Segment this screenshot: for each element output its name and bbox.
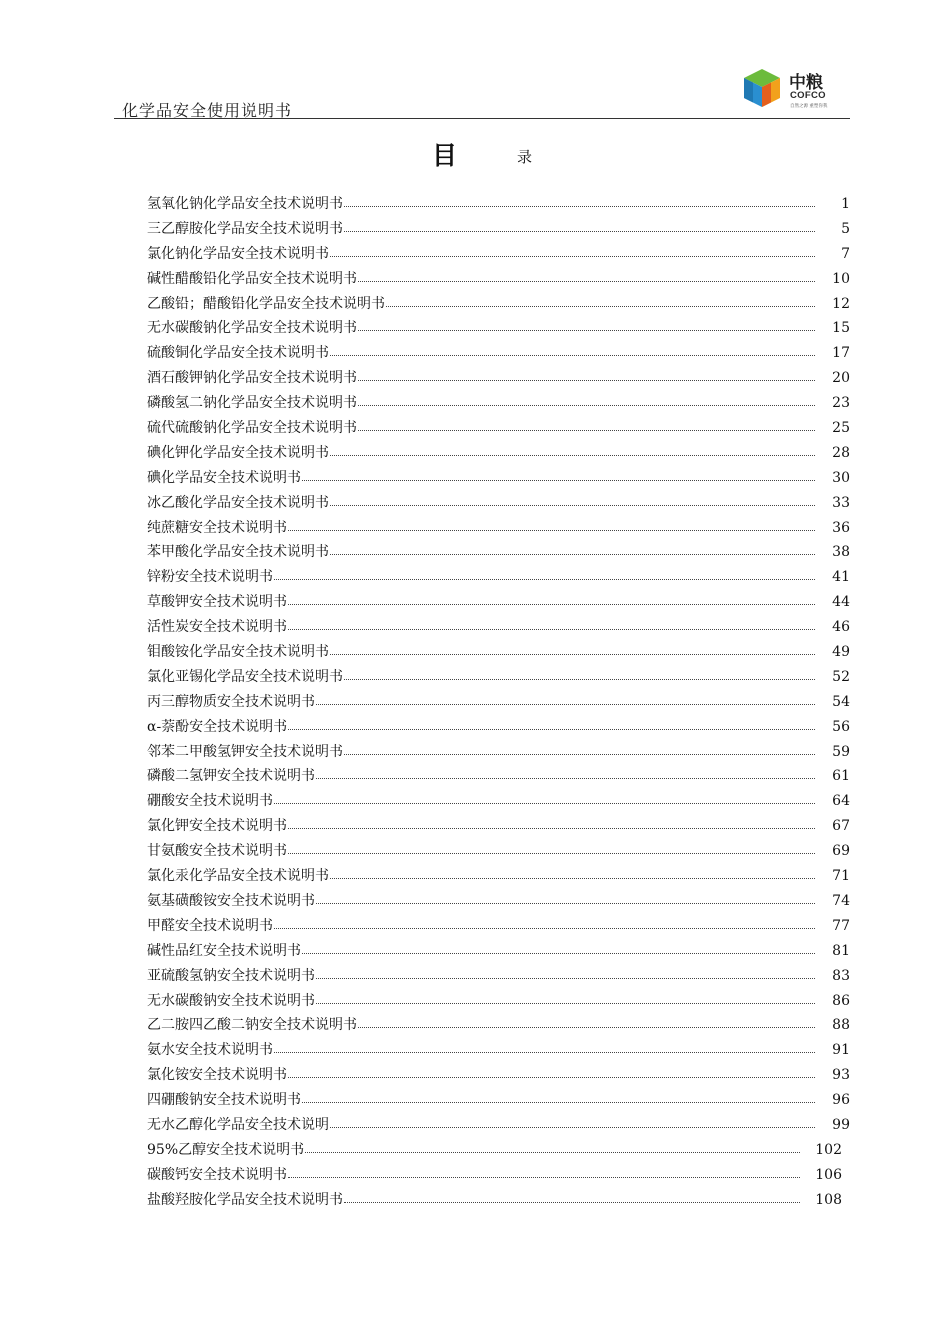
- toc-entry-title: 草酸钾安全技术说明书: [147, 594, 287, 611]
- header-divider: [114, 118, 850, 119]
- toc-dot-leader: [344, 206, 815, 207]
- toc-entry[interactable]: [147, 690, 852, 715]
- toc-entry[interactable]: [147, 292, 852, 317]
- toc-entry[interactable]: [147, 864, 852, 889]
- toc-entry-title: 无水碳酸钠安全技术说明书: [147, 992, 315, 1009]
- toc-entry-title: 盐酸羟胺化学品安全技术说明书: [147, 1191, 343, 1208]
- toc-entry[interactable]: [147, 540, 852, 565]
- toc-entry-page: 69: [832, 843, 850, 860]
- toc-entry[interactable]: [147, 316, 852, 341]
- toc-entry[interactable]: [147, 839, 852, 864]
- toc-entry[interactable]: [147, 366, 852, 391]
- toc-entry[interactable]: [147, 939, 852, 964]
- toc-entry-page: 33: [832, 494, 850, 511]
- toc-entry[interactable]: [147, 341, 852, 366]
- toc-dot-leader: [316, 704, 815, 705]
- cube-logo-icon: [740, 66, 784, 110]
- toc-entry[interactable]: [147, 391, 852, 416]
- toc-entry[interactable]: [147, 217, 852, 242]
- toc-entry-page: 81: [832, 942, 850, 959]
- toc-entry-title: 丙三醇物质安全技术说明书: [147, 693, 315, 710]
- toc-entry-title: 氯化铵安全技术说明书: [147, 1067, 287, 1084]
- toc-entry-title: 磷酸二氢钾安全技术说明书: [147, 768, 315, 785]
- toc-entry-page: 28: [832, 444, 850, 461]
- toc-entry-title: 冰乙酸化学品安全技术说明书: [147, 494, 329, 511]
- toc-dot-leader: [358, 405, 815, 406]
- toc-heading-main: 目: [432, 141, 458, 170]
- toc-dot-leader: [358, 380, 815, 381]
- toc-entry-page: 38: [832, 544, 850, 561]
- toc-entry-page: 74: [832, 892, 850, 909]
- toc-dot-leader: [316, 978, 815, 979]
- toc-dot-leader: [288, 1177, 800, 1178]
- logo-slogan: 自然之源 重塑你我: [790, 104, 828, 109]
- toc-entry-title: 苯甲酸化学品安全技术说明书: [147, 544, 329, 561]
- toc-entry[interactable]: [147, 914, 852, 939]
- toc-dot-leader: [330, 505, 815, 506]
- toc-entry-title: α-萘酚安全技术说明书: [147, 718, 288, 735]
- toc-entry[interactable]: [147, 1063, 852, 1088]
- toc-entry-page: 15: [832, 320, 850, 337]
- toc-entry-page: 88: [832, 1017, 850, 1034]
- toc-entry-title: 碘化钾化学品安全技术说明书: [147, 444, 329, 461]
- toc-entry[interactable]: [147, 466, 852, 491]
- toc-entry-title: 磷酸氢二钠化学品安全技术说明书: [147, 395, 357, 412]
- toc-entry-title: 氨水安全技术说明书: [147, 1042, 273, 1059]
- toc-entry-page: 20: [832, 370, 850, 387]
- toc-entry-title: 钼酸铵化学品安全技术说明书: [147, 644, 329, 661]
- toc-entry-page: 86: [832, 992, 850, 1009]
- toc-entry[interactable]: [147, 192, 852, 217]
- toc-entry-title: 无水乙醇化学品安全技术说明: [147, 1116, 329, 1133]
- toc-entry[interactable]: [147, 491, 852, 516]
- header-title: 化学品安全使用说明书: [122, 101, 293, 120]
- cofco-logo: [740, 66, 850, 116]
- toc-entry[interactable]: [147, 1188, 852, 1213]
- toc-entry-title: 硫酸铜化学品安全技术说明书: [147, 345, 329, 362]
- toc-entry-title: 纯蔗糖安全技术说明书: [147, 519, 287, 536]
- toc-entry-page: 5: [841, 220, 850, 237]
- toc-entry-page: 54: [832, 693, 850, 710]
- table-of-contents: [147, 192, 852, 1213]
- toc-entry[interactable]: [147, 416, 852, 441]
- toc-entry-title: 氯化亚锡化学品安全技术说明书: [147, 668, 343, 685]
- toc-entry-title: 邻苯二甲酸氢钾安全技术说明书: [147, 743, 343, 760]
- toc-dot-leader: [302, 480, 815, 481]
- toc-entry-page: 71: [832, 868, 850, 885]
- toc-entry-page: 102: [815, 1141, 842, 1158]
- toc-entry-page: 1: [841, 196, 850, 212]
- toc-entry-page: 83: [832, 967, 850, 984]
- toc-entry-title: 四硼酸钠安全技术说明书: [147, 1092, 301, 1109]
- toc-entry-page: 25: [832, 420, 850, 437]
- toc-dot-leader: [288, 828, 815, 829]
- toc-entry-title: 硫代硫酸钠化学品安全技术说明书: [147, 420, 357, 437]
- toc-entry[interactable]: [147, 565, 852, 590]
- page-header: [114, 60, 850, 120]
- toc-entry-page: 99: [832, 1116, 850, 1133]
- toc-entry-page: 108: [815, 1191, 842, 1208]
- toc-dot-leader: [305, 1152, 800, 1153]
- toc-dot-leader: [302, 953, 815, 954]
- toc-entry-page: 96: [832, 1092, 850, 1109]
- toc-dot-leader: [344, 231, 815, 232]
- toc-entry-title: 碱性品红安全技术说明书: [147, 942, 301, 959]
- toc-dot-leader: [330, 355, 815, 356]
- toc-entry-title: 乙二胺四乙酸二钠安全技术说明书: [147, 1017, 357, 1034]
- toc-entry-page: 46: [832, 619, 850, 636]
- toc-dot-leader: [274, 928, 815, 929]
- toc-dot-leader: [316, 1003, 815, 1004]
- logo-chinese-text: 中粮: [789, 73, 823, 93]
- toc-entry-page: 64: [832, 793, 850, 810]
- toc-dot-leader: [288, 853, 815, 854]
- toc-entry[interactable]: [147, 1013, 852, 1038]
- toc-entry-title: 硼酸安全技术说明书: [147, 793, 273, 810]
- toc-dot-leader: [274, 1052, 815, 1053]
- toc-entry-page: 61: [832, 768, 850, 785]
- toc-entry-page: 36: [832, 519, 850, 536]
- toc-dot-leader: [344, 679, 815, 680]
- toc-entry-title: 碘化学品安全技术说明书: [147, 469, 301, 486]
- toc-dot-leader: [344, 1202, 800, 1203]
- toc-dot-leader: [274, 579, 815, 580]
- toc-entry[interactable]: [147, 814, 852, 839]
- toc-entry-title: 氯化汞化学品安全技术说明书: [147, 868, 329, 885]
- toc-dot-leader: [330, 455, 815, 456]
- toc-entry[interactable]: [147, 1088, 852, 1113]
- toc-heading-sub: 录: [517, 148, 533, 166]
- toc-entry[interactable]: [147, 1113, 852, 1138]
- toc-entry-title: 无水碳酸钠化学品安全技术说明书: [147, 320, 357, 337]
- toc-entry-title: 亚硫酸氢钠安全技术说明书: [147, 967, 315, 984]
- toc-entry[interactable]: [147, 889, 852, 914]
- toc-entry-title: 乙酸铅；醋酸铅化学品安全技术说明书: [147, 295, 385, 312]
- toc-entry-page: 10: [832, 270, 850, 287]
- toc-entry[interactable]: [147, 789, 852, 814]
- toc-entry-page: 56: [832, 718, 850, 735]
- toc-entry[interactable]: [147, 267, 852, 292]
- toc-entry-title: 氯化钠化学品安全技术说明书: [147, 245, 329, 262]
- toc-entry-page: 41: [832, 569, 850, 586]
- toc-entry[interactable]: [147, 615, 852, 640]
- toc-entry[interactable]: [147, 1163, 852, 1188]
- toc-entry[interactable]: [147, 242, 852, 267]
- toc-entry-title: 锌粉安全技术说明书: [147, 569, 273, 586]
- toc-dot-leader: [316, 903, 815, 904]
- toc-entry-page: 93: [832, 1067, 850, 1084]
- toc-entry-page: 44: [832, 594, 850, 611]
- toc-dot-leader: [274, 803, 815, 804]
- toc-entry[interactable]: [147, 640, 852, 665]
- toc-entry-page: 23: [832, 395, 850, 412]
- toc-dot-leader: [358, 330, 815, 331]
- toc-entry-title: 碱性醋酸铅化学品安全技术说明书: [147, 270, 357, 287]
- toc-dot-leader: [330, 878, 815, 879]
- toc-entry-title: 三乙醇胺化学品安全技术说明书: [147, 220, 343, 237]
- toc-dot-leader: [358, 1027, 815, 1028]
- toc-dot-leader: [302, 1102, 815, 1103]
- toc-entry-title: 活性炭安全技术说明书: [147, 619, 287, 636]
- toc-dot-leader: [288, 729, 815, 730]
- toc-entry[interactable]: [147, 516, 852, 541]
- toc-entry[interactable]: [147, 764, 852, 789]
- toc-entry[interactable]: [147, 740, 852, 765]
- toc-dot-leader: [288, 1077, 815, 1078]
- toc-entry[interactable]: [147, 964, 852, 989]
- toc-entry-title: 95%乙醇安全技术说明书: [147, 1141, 305, 1158]
- toc-entry[interactable]: [147, 989, 852, 1014]
- toc-dot-leader: [330, 1127, 815, 1128]
- toc-dot-leader: [358, 430, 815, 431]
- toc-entry-title: 氢氧化钠化学品安全技术说明书: [147, 196, 343, 212]
- toc-dot-leader: [358, 281, 815, 282]
- toc-entry-title: 碳酸钙安全技术说明书: [147, 1166, 287, 1183]
- toc-entry-page: 17: [832, 345, 850, 362]
- toc-entry-title: 甲醛安全技术说明书: [147, 917, 273, 934]
- toc-entry[interactable]: [147, 590, 852, 615]
- toc-dot-leader: [330, 554, 815, 555]
- toc-entry-page: 67: [832, 818, 850, 835]
- logo-english-text: COFCO: [790, 90, 826, 101]
- toc-entry-title: 氯化钾安全技术说明书: [147, 818, 287, 835]
- toc-entry[interactable]: [147, 441, 852, 466]
- toc-dot-leader: [386, 306, 815, 307]
- toc-entry-page: 12: [832, 295, 850, 312]
- toc-entry-title: 氨基磺酸铵安全技术说明书: [147, 892, 315, 909]
- toc-entry-title: 甘氨酸安全技术说明书: [147, 843, 287, 860]
- toc-entry[interactable]: [147, 1038, 852, 1063]
- toc-dot-leader: [330, 654, 815, 655]
- toc-entry-title: 酒石酸钾钠化学品安全技术说明书: [147, 370, 357, 387]
- toc-entry-page: 49: [832, 644, 850, 661]
- toc-entry-page: 30: [832, 469, 850, 486]
- toc-entry-page: 77: [832, 917, 850, 934]
- toc-entry[interactable]: [147, 715, 852, 740]
- toc-dot-leader: [288, 629, 815, 630]
- toc-heading: [0, 136, 950, 170]
- toc-entry-page: 52: [832, 668, 850, 685]
- toc-dot-leader: [330, 256, 815, 257]
- toc-entry-page: 7: [841, 245, 850, 262]
- toc-entry-page: 59: [832, 743, 850, 760]
- toc-dot-leader: [316, 778, 815, 779]
- toc-entry-page: 106: [815, 1166, 842, 1183]
- toc-entry[interactable]: [147, 665, 852, 690]
- toc-dot-leader: [288, 530, 815, 531]
- toc-entry-page: 91: [832, 1042, 850, 1059]
- toc-entry[interactable]: [147, 1138, 852, 1163]
- toc-dot-leader: [344, 754, 815, 755]
- toc-dot-leader: [288, 604, 815, 605]
